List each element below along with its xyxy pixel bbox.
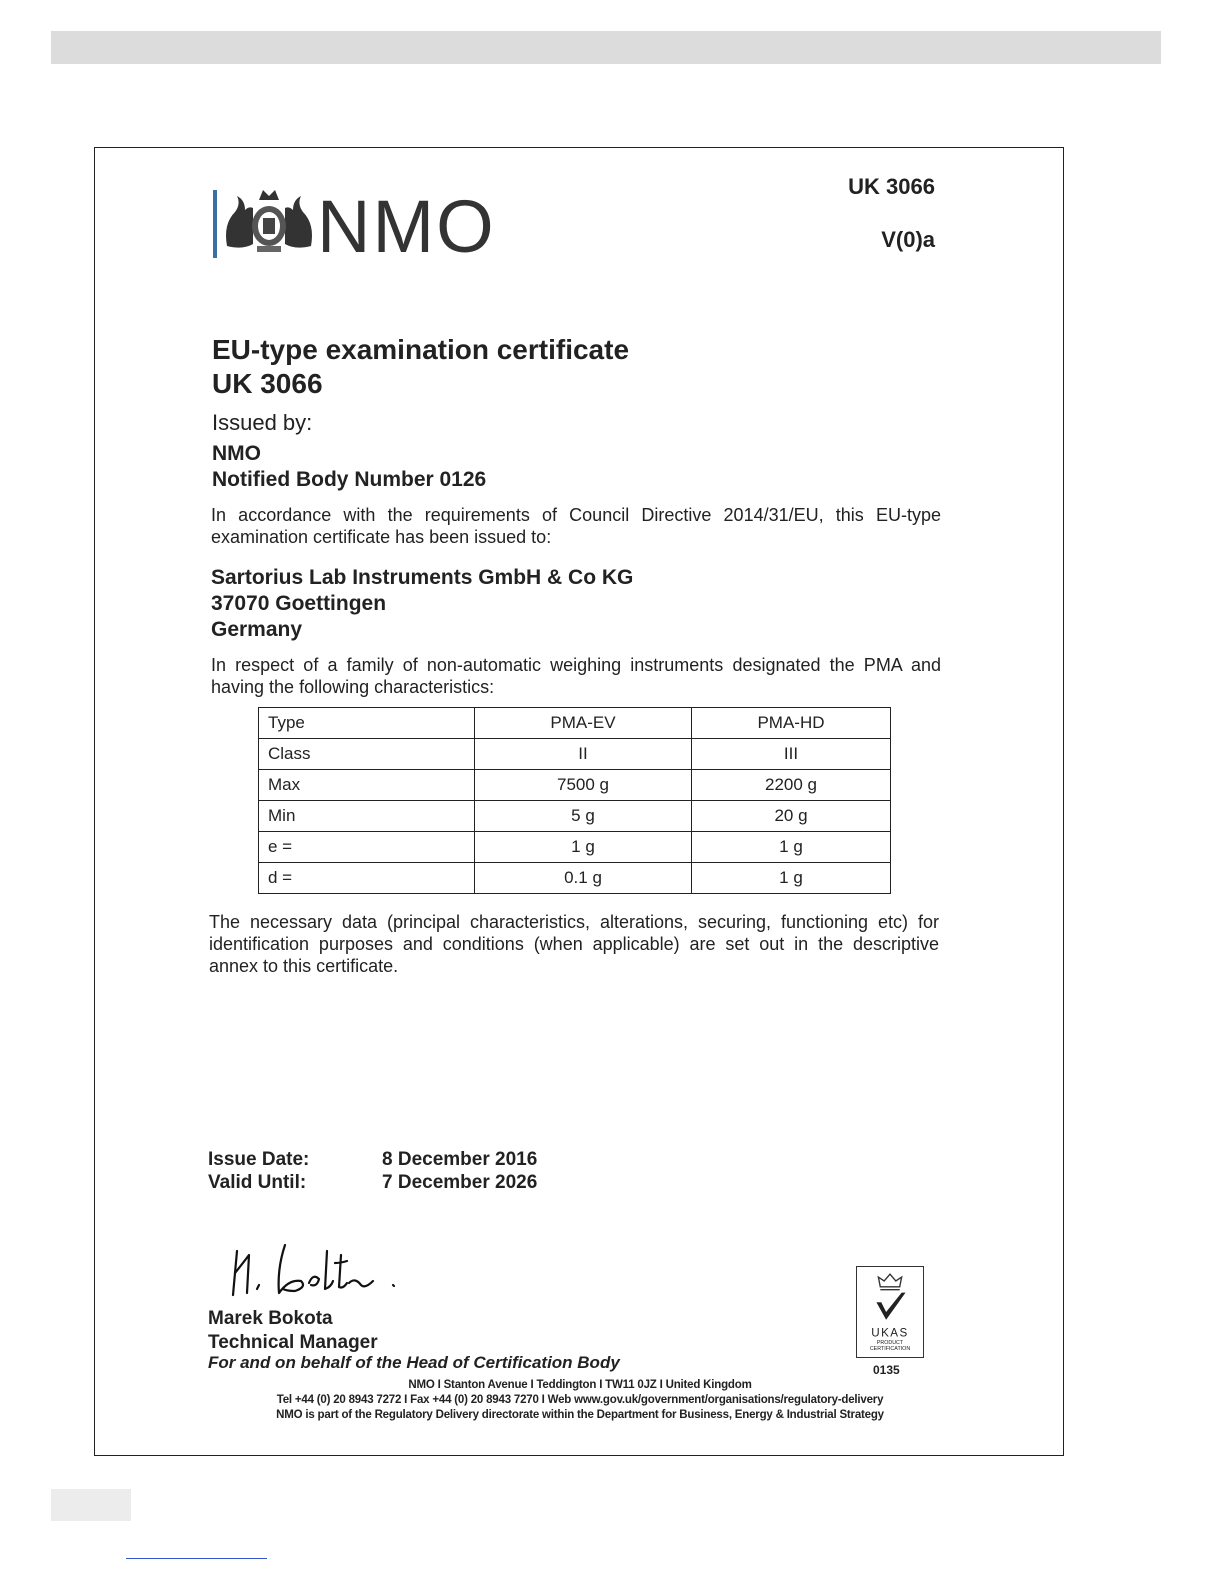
checkmark-icon (876, 1293, 905, 1320)
annex-paragraph: The necessary data (principal characteristics, alterations, securing, functioning etc) for identification purposes and conditions (when applicable) are set out in the descriptive annex to this certificate. (209, 912, 939, 976)
issue-date-value: 8 December 2016 (382, 1149, 538, 1170)
table-row (259, 863, 891, 894)
ukas-certification-mark (856, 1266, 924, 1358)
table-header-cell: PMA-HD (692, 708, 891, 739)
table-cell: 1 g (475, 832, 692, 863)
signatory-behalf: For and on behalf of the Head of Certification Body (208, 1353, 620, 1372)
footer-address: NMO I Stanton Avenue I Teddington I TW11 0JZ I United Kingdom (408, 1379, 752, 1391)
certificate-ref-number: UK 3066 (848, 174, 935, 199)
table-cell: II (475, 739, 692, 770)
valid-until-label: Valid Until: (208, 1172, 307, 1193)
holder-name: Sartorius Lab Instruments GmbH & Co KG (211, 566, 634, 589)
intro-paragraph: In accordance with the requirements of Council Directive 2014/31/EU, this EU-type examination certificate has been issued to: (211, 505, 941, 547)
table-cell: e = (259, 832, 475, 863)
table-cell: Class (259, 739, 475, 770)
svg-text:NMO: NMO (317, 185, 496, 264)
signatory-title: Technical Manager (208, 1332, 378, 1353)
svg-text:UKAS: UKAS (871, 1326, 909, 1340)
table-header-row (259, 708, 891, 739)
ukas-accreditation-number: 0135 (873, 1363, 900, 1377)
valid-until-value: 7 December 2026 (382, 1172, 538, 1193)
issued-by-label: Issued by: (212, 410, 313, 435)
nmo-logo (213, 184, 513, 264)
handwritten-signature (215, 1233, 425, 1303)
table-header-cell: Type (259, 708, 475, 739)
certificate-title: EU-type examination certificate (212, 334, 630, 365)
table-row (259, 801, 891, 832)
family-paragraph: In respect of a family of non-automatic weighing instruments designated the PMA and having the following characteristics: (211, 655, 941, 697)
footer-contact: Tel +44 (0) 20 8943 7272 I Fax +44 (0) 20 8943 7270 I Web www.gov.uk/government/organisations/regulatory-delivery (276, 1394, 884, 1406)
table-cell: 20 g (692, 801, 891, 832)
table-cell: Max (259, 770, 475, 801)
certificate-title-number: UK 3066 (212, 368, 323, 399)
issuer-name: NMO (212, 442, 261, 465)
holder-country: Germany (211, 618, 303, 641)
signatory-name: Marek Bokota (208, 1308, 333, 1329)
table-cell: 5 g (475, 801, 692, 832)
page-nav-tab[interactable] (51, 1489, 131, 1521)
table-cell: 7500 g (475, 770, 692, 801)
issue-date-label: Issue Date: (208, 1149, 310, 1170)
table-cell: III (692, 739, 891, 770)
royal-coat-of-arms-icon (226, 190, 312, 252)
table-row (259, 739, 891, 770)
table-cell: 1 g (692, 863, 891, 894)
table-cell: 0.1 g (475, 863, 692, 894)
notified-body-number: Notified Body Number 0126 (212, 468, 487, 491)
table-row (259, 832, 891, 863)
characteristics-table (258, 707, 891, 894)
certificate-page (94, 147, 1064, 1456)
table-cell: d = (259, 863, 475, 894)
table-row (259, 770, 891, 801)
table-cell: 2200 g (692, 770, 891, 801)
table-cell: Min (259, 801, 475, 832)
svg-text:CERTIFICATION: CERTIFICATION (869, 1345, 911, 1352)
footer-directorate: NMO is part of the Regulatory Delivery directorate within the Department for Business, Energy & Industrial Strategy (276, 1409, 884, 1421)
holder-city: 37070 Goettingen (211, 592, 387, 615)
crown-icon (878, 1274, 901, 1290)
table-header-cell: PMA-EV (475, 708, 692, 739)
table-cell: 1 g (692, 832, 891, 863)
certificate-version: V(0)a (881, 227, 935, 252)
svg-text:PRODUCT: PRODUCT (876, 1340, 904, 1347)
top-toolbar-bar (51, 31, 1161, 64)
bottom-link-underline (126, 1558, 267, 1559)
